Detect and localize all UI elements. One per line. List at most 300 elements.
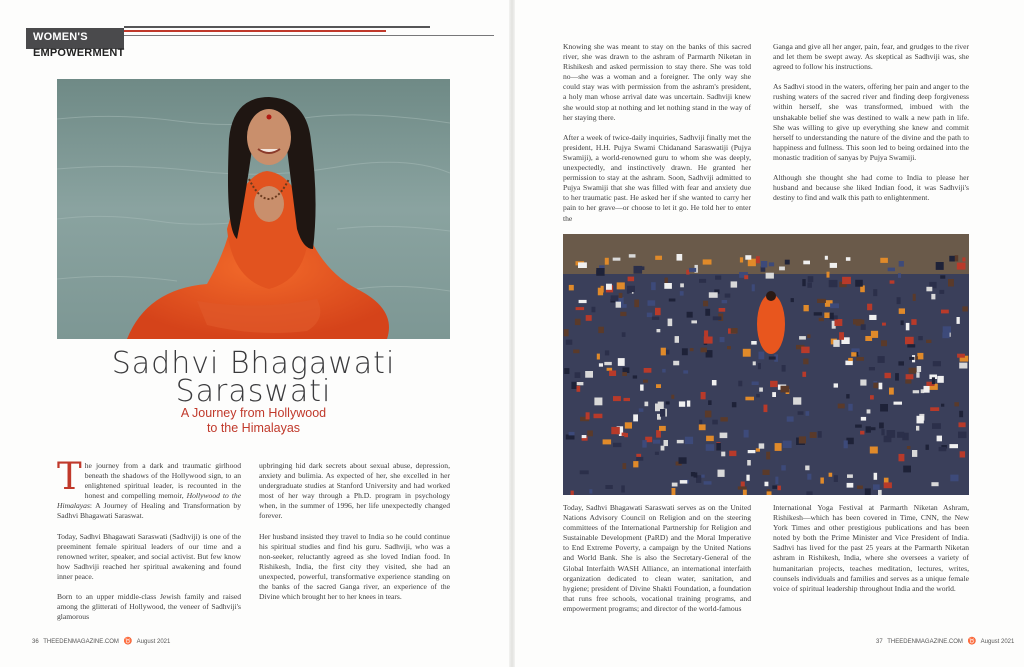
crowd-texture (940, 275, 945, 278)
body-paragraph: Today, Sadhvi Bhagawati Saraswati (Sadhviji) is one of the preeminent female spiritual leaders of our time and a renowned writer, speaker, and social activist. But few know how Sadhviji reached her spiritual awakening and found inner peace. (57, 531, 241, 581)
footer-date: August 2021 (136, 639, 171, 645)
crowd-texture (721, 452, 725, 457)
crowd-texture (783, 441, 792, 448)
crowd-texture (701, 348, 707, 353)
article-title-line2: Saraswati (175, 374, 332, 409)
crowd-texture (860, 431, 864, 435)
crowd-texture (856, 357, 864, 361)
crowd-texture (701, 475, 704, 478)
crowd-texture (569, 432, 575, 436)
crowd-texture (639, 408, 644, 412)
crowd-texture (901, 320, 904, 325)
portrait-photo (57, 79, 450, 339)
crowd-texture (943, 326, 951, 332)
crowd-texture (926, 340, 931, 343)
crowd-texture (718, 470, 725, 477)
crowd-texture (937, 436, 942, 442)
crowd-texture (690, 348, 694, 351)
crowd-texture (731, 328, 738, 334)
crowd-texture (845, 361, 852, 366)
crowd-texture (804, 305, 809, 311)
crowd-texture (899, 308, 905, 314)
crowd-texture (959, 422, 966, 427)
drop-cap: T (57, 455, 82, 498)
crowd-texture (648, 300, 656, 306)
body-paragraph: Although she thought she had come to India to please her husband and because she liked Indian food, it was Sadhviji's destiny to find and walk this path to enlightenment. (773, 173, 969, 203)
crowd-texture (870, 447, 878, 454)
page-number: 36 (32, 639, 39, 645)
crowd-texture (930, 407, 939, 411)
crowd-texture (882, 323, 886, 326)
crowd-texture (653, 440, 660, 444)
crowd-texture (652, 317, 659, 320)
crowd-texture (916, 372, 919, 378)
crowd-texture (704, 481, 712, 484)
crowd-texture (781, 465, 786, 470)
crowd-texture (566, 340, 573, 345)
crowd-texture (861, 417, 866, 421)
crowd-texture (830, 303, 839, 308)
article-subtitle: A Journey from Hollywood (180, 406, 327, 420)
crowd-texture (743, 490, 747, 495)
crowd-texture (668, 319, 673, 327)
crowd-texture (687, 312, 693, 318)
crowd-texture (643, 380, 648, 383)
crowd-texture (746, 475, 749, 481)
body-column-6 (773, 503, 969, 604)
crowd-texture (905, 380, 911, 384)
crowd-texture (712, 380, 717, 385)
crowd-texture (824, 313, 830, 319)
crowd-texture (613, 396, 621, 401)
crowd-texture (680, 291, 684, 296)
crowd-texture (744, 275, 748, 279)
crowd-texture (827, 272, 830, 278)
crowd-texture (889, 388, 894, 395)
crowd-texture (740, 257, 743, 262)
crowd-texture (913, 390, 919, 393)
crowd-texture (957, 354, 965, 358)
crowd-texture (770, 381, 778, 387)
crowd-texture (599, 363, 603, 366)
crowd-texture (752, 382, 759, 386)
crowd-texture (685, 437, 693, 444)
crowd-texture (819, 318, 824, 321)
crowd-texture (573, 350, 579, 354)
crowd-texture (903, 466, 911, 473)
crowd-texture (578, 262, 587, 268)
crowd-texture (860, 380, 866, 386)
crowd-texture (847, 474, 853, 478)
book-title: Hollywood to the Himalayas (57, 491, 241, 511)
crowd-texture (748, 450, 756, 453)
crowd-texture (962, 306, 967, 311)
footer-site: THEEDENMAGAZINE.COM (43, 639, 119, 645)
body-paragraph: Born to an upper middle-class Jewish family and raised among the glitterati of Hollywood, the veneer of Sadhviji's glamorous (57, 592, 241, 622)
crowd-texture (960, 451, 966, 457)
body-paragraph (57, 455, 241, 522)
crowd-texture (939, 447, 947, 451)
crowd-texture (601, 286, 604, 293)
body-text: : A Journey of Healing and Transformation by Sadhvi Bhagawati Saraswat. (57, 501, 241, 521)
crowd-texture (662, 369, 665, 373)
crowd-texture (677, 440, 684, 443)
crowd-texture (917, 366, 921, 372)
crowd-texture (629, 254, 636, 257)
crowd-texture (699, 279, 706, 283)
crowd-texture (617, 282, 625, 289)
crowd-texture (628, 277, 635, 282)
crowd-texture (611, 427, 620, 434)
crowd-texture (793, 397, 801, 404)
crowd-photo-art (563, 234, 969, 495)
crowd-texture (830, 263, 837, 268)
crowd-texture (775, 477, 778, 485)
crowd-texture (911, 319, 916, 325)
crowd-texture (645, 402, 649, 407)
crowd-texture (765, 482, 769, 487)
body-paragraph: Knowing she was meant to stay on the banks of this sacred river, she was drawn to the ashram of Parmarth Niketan in Rishikesh and asked permission to stay there. She was told no—she was a woman and a foreigner. The only way she could stay was with permission from the ashram's president, a holy man whose arrival date was uncertain. Sadhviji knew she would stop at nothing and let nothing stand in the way of her staying there. (563, 42, 751, 122)
crowd-texture (624, 398, 631, 401)
crowd-texture (753, 361, 756, 365)
footer-left (32, 637, 173, 645)
crowd-texture (677, 254, 683, 261)
crowd-texture (912, 450, 917, 457)
crowd-texture (806, 411, 810, 416)
crowd-texture (873, 289, 877, 296)
crowd-texture (931, 482, 938, 486)
crowd-texture (933, 361, 941, 366)
crowd-texture (679, 457, 687, 464)
crowd-texture (622, 372, 627, 376)
crowd-texture (855, 425, 862, 428)
crowd-texture (791, 298, 794, 302)
article-subtitle-line2: to the Himalayas (206, 421, 301, 435)
crowd-texture (664, 283, 672, 289)
crowd-texture (720, 433, 728, 439)
section-label: WOMEN'S (33, 31, 88, 43)
crowd-texture (704, 337, 713, 344)
crowd-texture (759, 352, 765, 360)
crowd-texture (682, 348, 688, 355)
crowd-texture (806, 491, 812, 495)
header-rule (124, 26, 430, 28)
crowd-texture (604, 362, 612, 365)
crowd-texture (661, 446, 665, 451)
crowd-texture (571, 491, 574, 495)
crowd-texture (623, 463, 627, 469)
crowd-texture (687, 401, 690, 407)
crowd-texture (575, 372, 581, 378)
crowd-texture (701, 392, 706, 399)
body-paragraph: upbringing hid dark secrets about sexual abuse, depression, anxiety and bulimia. As expected of her, she excelled in her undergraduate studies at Stanford University and had worked most of her way through a Ph.D. program in psychology when, in the summer of 1996, her life unexpectedly changed forever. (259, 461, 450, 521)
crowd-texture (805, 466, 809, 471)
crowd-texture (609, 371, 616, 377)
crowd-texture (926, 445, 929, 450)
crowd-texture (848, 404, 852, 411)
crowd-texture (619, 293, 623, 298)
crowd-texture (874, 473, 878, 480)
crowd-texture (798, 411, 804, 415)
crowd-texture (706, 436, 714, 441)
crowd-texture (727, 346, 731, 349)
crowd-texture (582, 435, 587, 438)
page-number: 37 (876, 639, 883, 645)
crowd-texture (834, 383, 838, 387)
crowd-texture (835, 319, 843, 326)
crowd-texture (829, 473, 833, 477)
crowd-texture (699, 424, 706, 430)
crowd-texture (655, 452, 659, 455)
crowd-texture (954, 402, 959, 406)
crowd-texture (778, 486, 781, 491)
crowd-texture (605, 350, 609, 355)
crowd-texture (801, 347, 809, 354)
crowd-texture (621, 485, 625, 492)
crowd-texture (931, 294, 935, 300)
crowd-texture (745, 255, 751, 260)
crowd-texture (738, 486, 747, 489)
crowd-texture (779, 267, 785, 271)
crowd-texture (752, 284, 755, 291)
crowd-texture (839, 332, 844, 340)
crowd-texture (917, 353, 923, 360)
footer-right (876, 637, 1017, 645)
crowd-texture (580, 470, 589, 474)
crowd-texture (719, 308, 726, 312)
crowd-texture (917, 416, 924, 424)
crowd-photo (563, 234, 969, 495)
crowd-texture (888, 268, 895, 272)
crowd-texture (618, 358, 625, 366)
crowd-texture (871, 331, 878, 338)
crowd-texture (834, 475, 838, 482)
crowd-texture (598, 327, 604, 333)
crowd-texture (759, 443, 765, 448)
crowd-texture (802, 372, 806, 377)
crowd-texture (851, 352, 856, 356)
crowd-texture (810, 432, 817, 438)
crowd-texture (869, 315, 876, 320)
crowd-texture (703, 259, 712, 264)
crowd-texture (738, 381, 742, 387)
crowd-texture (689, 268, 696, 272)
crowd-texture (918, 336, 923, 340)
crowd-texture (932, 377, 935, 384)
crowd-texture (871, 427, 876, 430)
article-title: Sadhvi Bhagawati (111, 346, 396, 381)
crowd-texture (870, 395, 874, 399)
crowd-texture (633, 414, 638, 421)
crowd-texture (657, 329, 661, 332)
crowd-texture (769, 262, 774, 266)
crowd-texture (941, 404, 944, 407)
crowd-texture (661, 348, 666, 356)
crowd-texture (621, 304, 627, 308)
crowd-texture (959, 363, 967, 369)
crowd-texture (846, 257, 851, 261)
crowd-texture (924, 386, 930, 393)
crowd-texture (725, 294, 731, 298)
crowd-texture (873, 383, 878, 389)
bull-skull-icon: ♉ (967, 638, 977, 645)
crowd-texture (897, 432, 904, 438)
crowd-texture (932, 423, 941, 429)
crowd-texture (720, 417, 727, 421)
crowd-texture (675, 336, 679, 343)
crowd-texture (683, 370, 688, 373)
crowd-texture (594, 414, 603, 419)
section-label-secondary: EMPOWERMENT (33, 47, 125, 59)
crowd-texture (844, 440, 848, 448)
crowd-texture (587, 431, 593, 437)
crowd-texture (807, 334, 810, 338)
crowd-texture (861, 324, 866, 330)
crowd-texture (766, 273, 774, 279)
crowd-texture (731, 281, 738, 287)
crowd-texture (820, 478, 824, 484)
crowd-texture (709, 292, 718, 298)
crowd-texture (894, 402, 903, 405)
crowd-texture (644, 368, 652, 373)
crowd-texture (577, 386, 581, 392)
header-rule-thin (124, 35, 494, 36)
crowd-texture (589, 489, 592, 493)
body-column-2 (259, 461, 450, 612)
crowd-texture (885, 373, 891, 378)
crowd-texture (898, 361, 904, 365)
crowd-texture (656, 430, 661, 438)
body-column-5 (563, 503, 751, 624)
crowd-texture (907, 344, 915, 347)
crowd-texture (713, 316, 722, 320)
crowd-texture (680, 283, 684, 287)
crowd-texture (666, 401, 670, 404)
crowd-texture (949, 256, 955, 262)
crowd-texture (906, 374, 914, 379)
crowd-texture (890, 280, 895, 283)
crowd-texture (741, 482, 745, 487)
body-column-3 (563, 42, 751, 234)
crowd-texture (708, 400, 712, 405)
crowd-texture (881, 340, 887, 346)
crowd-texture (633, 461, 638, 467)
crowd-texture (636, 266, 644, 270)
crowd-texture (781, 386, 790, 393)
crowd-texture (716, 443, 721, 451)
crowd-texture (853, 319, 862, 324)
body-paragraph: After a week of twice-daily inquiries, Sadhviji finally met the president, H.H. Pujya Swami Chidanand Saraswatiji (Pujya Swamiji), a world-renowned guru to whom she was deeply, unexpectedly, and instinctively drawn. He granted her permission to stay at the ashram. Soon, Sadhviji admitted to Pujya Swamiji that she was filled with fear and anxiety due to her traumatic past. He asked her if she wanted to carry her pain to her grave—or choose to let it go. He told her to enter the (563, 132, 751, 223)
crowd-texture (842, 277, 851, 284)
crowd-texture (694, 472, 698, 477)
crowd-texture (576, 307, 585, 310)
crowd-texture (767, 491, 772, 495)
crowd-texture (846, 394, 849, 398)
crowd-texture (905, 337, 914, 345)
crowd-texture (848, 358, 853, 361)
crowd-texture (855, 280, 863, 287)
crowd-texture (680, 480, 688, 484)
crowd-texture (799, 436, 806, 443)
crowd-texture (941, 310, 949, 314)
crowd-texture (616, 302, 621, 308)
crowd-texture (772, 485, 777, 489)
crowd-texture (880, 404, 888, 412)
crowd-texture (763, 470, 770, 475)
crowd-texture (817, 299, 826, 303)
crowd-texture (627, 290, 632, 294)
crowd-texture (606, 284, 612, 290)
crowd-texture (926, 287, 932, 292)
crowd-texture (803, 359, 808, 365)
crowd-texture (715, 276, 721, 280)
crowd-texture (880, 258, 888, 263)
crowd-texture (672, 483, 678, 487)
crowd-texture (785, 260, 790, 265)
crowd-texture (642, 440, 646, 448)
crowd-texture (705, 309, 710, 316)
crowd-texture (586, 412, 590, 419)
crowd-texture (867, 304, 872, 311)
crowd-texture (830, 313, 834, 320)
crowd-texture (660, 409, 665, 417)
crowd-texture (898, 273, 901, 278)
crowd-texture (782, 365, 786, 372)
crowd-texture (799, 336, 806, 340)
crowd-texture (756, 394, 760, 398)
crowd-texture (655, 256, 662, 260)
body-paragraph: Today, Sadhvi Bhagawati Saraswati serves as on the United Nations Advisory Council on Religion and on the steering committees of the International Partnership for Religion and Sustainable Development (PaRD) and the Moral Imperative to End Extreme Poverty, a campaign by the United Nations and World Bank. She is also the Secretary-General of the Global Interfaith WASH Alliance, an international interfaith organization dedicated to clean water, sanitation, and hygiene; president of Divine Shakti Foundation, a foundation that runs free schools, vocational training programs, and empowerment programs; and director of the world-famous (563, 503, 751, 613)
footer-date: August 2021 (980, 639, 1015, 645)
crowd-texture (873, 484, 880, 489)
crowd-texture (936, 262, 944, 270)
header-rule-accent (124, 30, 386, 32)
crowd-texture (867, 409, 871, 413)
crowd-texture (818, 431, 822, 438)
crowd-texture (907, 446, 911, 449)
crowd-texture (747, 460, 751, 466)
crowd-texture (625, 422, 632, 428)
crowd-texture (833, 340, 839, 347)
crowd-texture (775, 443, 782, 451)
crowd-texture (669, 299, 676, 302)
crowd-texture (887, 430, 896, 438)
crowd-texture (878, 490, 882, 495)
crowd-texture (847, 483, 854, 488)
crowd-texture (586, 315, 592, 321)
crowd-texture (950, 475, 958, 482)
crowd-texture (585, 371, 593, 378)
crowd-texture (881, 429, 884, 435)
crowd-texture (605, 258, 609, 265)
crowd-texture (722, 300, 728, 303)
crowd-texture (759, 388, 763, 392)
crowd-texture (613, 258, 621, 261)
crowd-texture (909, 368, 917, 374)
crowd-texture (622, 433, 626, 436)
crowd-texture (729, 451, 736, 456)
crowd-texture (913, 294, 916, 301)
body-column-1 (57, 455, 241, 632)
crowd-texture (732, 402, 737, 407)
page-gutter (509, 0, 515, 667)
crowd-texture (758, 363, 761, 369)
crowd-texture (720, 337, 725, 342)
crowd-texture (592, 307, 596, 313)
crowd-texture (672, 488, 676, 495)
crowd-texture (884, 482, 892, 488)
crowd-texture (865, 488, 871, 495)
